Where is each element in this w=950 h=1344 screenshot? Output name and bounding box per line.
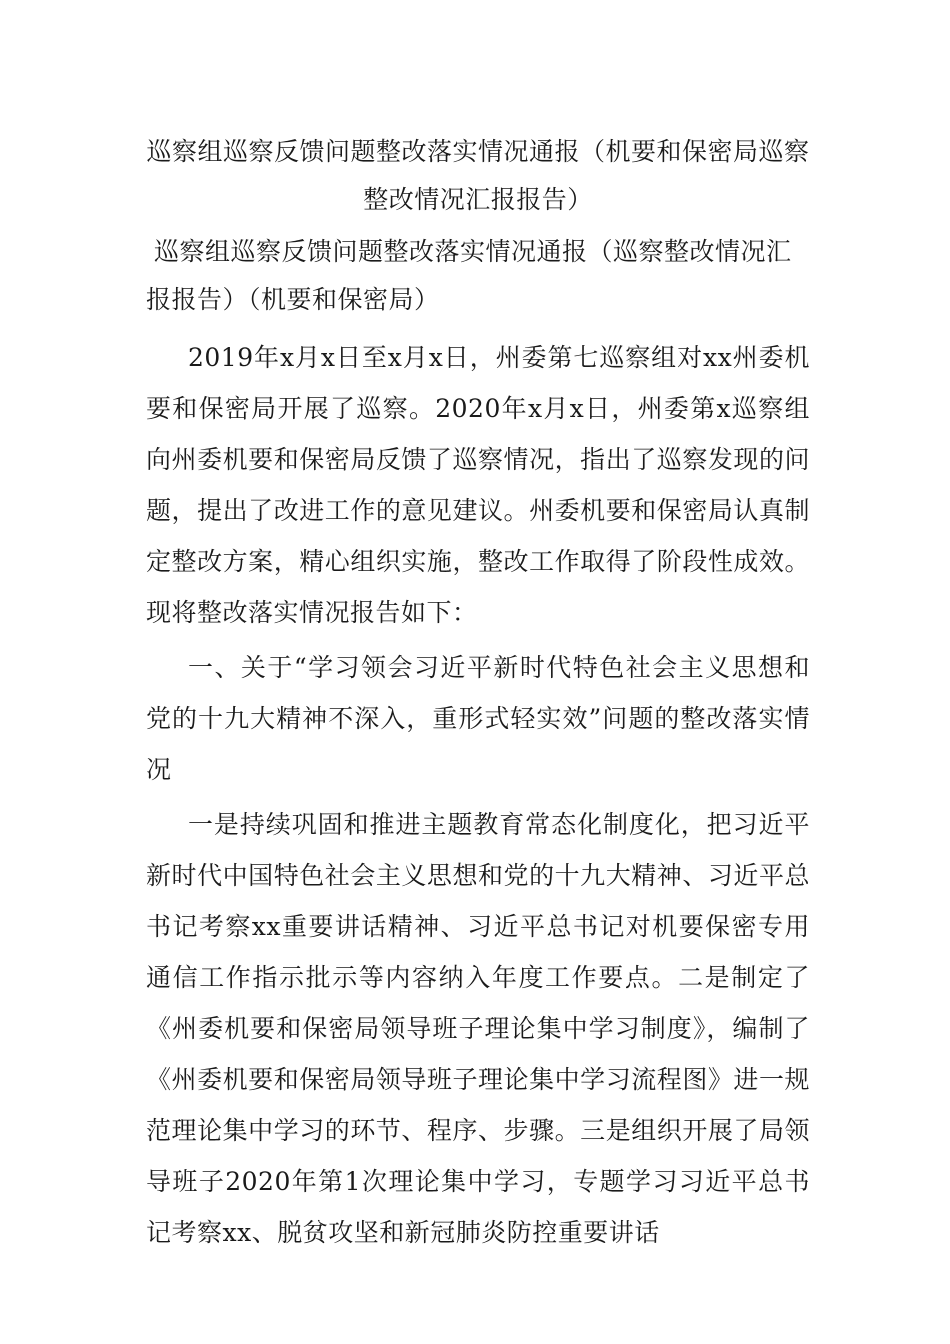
document-title: 巡察组巡察反馈问题整改落实情况通报（机要和保密局巡察整改情况汇报报告） xyxy=(146,137,810,214)
intro-paragraph: 2019年x月x日至x月x日，州委第七巡察组对xx州委机要和保密局开展了巡察。2020年x月x日，州委第x巡察组向州委机要和保密局反馈了巡察情况，指出了巡察发现的问题，提出了改进工作的意见建议。州委机要和保密局认真制定整改方案，精心组织实施，整改工作取得了阶段性成效。现将整改落实情况报告如下： xyxy=(146,343,810,627)
document-page xyxy=(146,128,810,1258)
body-paragraph: 一是持续巩固和推进主题教育常态化制度化，把习近平新时代中国特色社会主义思想和党的十九大精神、习近平总书记考察xx重要讲话精神、习近平总书记对机要保密专用通信工作指示批示等内容纳入年度工作要点。二是制定了《州委机要和保密局领导班子理论集中学习制度》，编制了《州委机要和保密局领导班子理论集中学习流程图》进一规范理论集中学习的环节、程序、步骤。三是组织开展了局领导班子2020年第1次理论集中学习，专题学习习近平总书记考察xx、脱贫攻坚和新冠肺炎防控重要讲话 xyxy=(146,810,810,1247)
section-heading-1: 一、关于“学习领会习近平新时代特色社会主义思想和党的十九大精神不深入，重形式轻实效”问题的整改落实情况 xyxy=(146,653,810,784)
document-subtitle: 巡察组巡察反馈问题整改落实情况通报（巡察整改情况汇报报告）（机要和保密局） xyxy=(146,237,792,314)
